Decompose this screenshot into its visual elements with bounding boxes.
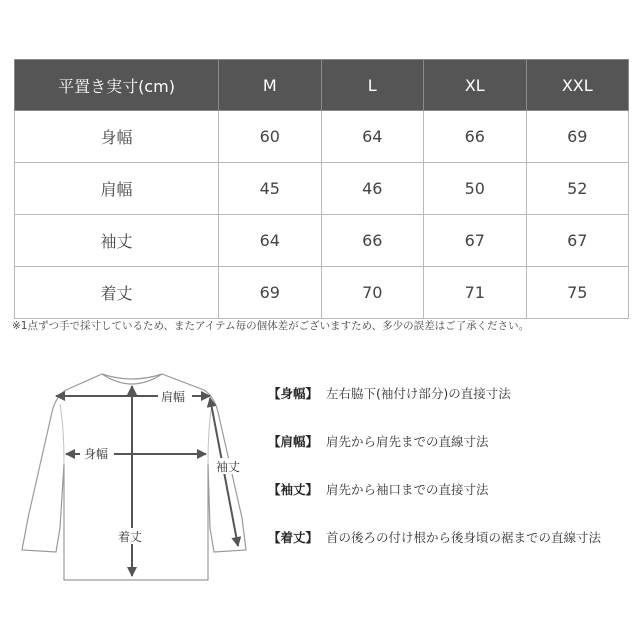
legend-item-length [268, 528, 601, 546]
legend-text: 首の後ろの付け根から後身頃の裾までの直線寸法 [326, 530, 602, 545]
measurement-note: ※1点ずつ手で採寸しているため、またアイテム毎の個体差がございますため、多少の誤差はご了承ください。 [12, 320, 530, 332]
table-cell: 60 [219, 111, 322, 163]
table-cell: 45 [219, 163, 322, 215]
table-cell: 67 [526, 215, 629, 267]
size-table [14, 59, 629, 319]
table-cell: 46 [321, 163, 424, 215]
table-cell: 50 [424, 163, 527, 215]
legend-item-body-width [268, 384, 511, 402]
legend-item-sleeve [268, 480, 489, 498]
legend-key: 【身幅】 [268, 386, 319, 401]
row-label: 肩幅 [15, 163, 219, 215]
legend-text: 左右脇下(袖付け部分)の直接寸法 [326, 386, 511, 401]
legend-item-shoulder [268, 432, 489, 450]
legend-key: 【肩幅】 [268, 434, 319, 449]
legend-key: 【着丈】 [268, 530, 319, 545]
table-cell: 64 [321, 111, 424, 163]
table-cell: 69 [526, 111, 629, 163]
legend-key: 【袖丈】 [268, 482, 319, 497]
table-cell: 52 [526, 163, 629, 215]
table-row [15, 215, 629, 267]
table-cell: 69 [219, 267, 322, 319]
label-body-width: 身幅 [84, 447, 109, 461]
legend-text: 肩先から肩先までの直線寸法 [326, 434, 489, 449]
table-header-row [15, 60, 629, 111]
table-cell: 75 [526, 267, 629, 319]
label-shoulder: 肩幅 [161, 390, 186, 404]
legend-text: 肩先から袖口までの直接寸法 [326, 482, 489, 497]
label-sleeve: 袖丈 [216, 460, 241, 474]
table-row [15, 267, 629, 319]
table-cell: 67 [424, 215, 527, 267]
shirt-outline-icon [22, 374, 246, 580]
header-cell-label: 平置き実寸(cm) [15, 60, 219, 111]
table-cell: 71 [424, 267, 527, 319]
table-cell: 66 [321, 215, 424, 267]
row-label: 着丈 [15, 267, 219, 319]
row-label: 袖丈 [15, 215, 219, 267]
table-row [15, 111, 629, 163]
header-cell-xl: XL [424, 60, 527, 111]
shirt-diagram [14, 368, 254, 590]
header-cell-xxl: XXL [526, 60, 629, 111]
table-cell: 66 [424, 111, 527, 163]
table-cell: 64 [219, 215, 322, 267]
table-row [15, 163, 629, 215]
row-label: 身幅 [15, 111, 219, 163]
table-cell: 70 [321, 267, 424, 319]
label-length: 着丈 [118, 530, 143, 544]
header-cell-l: L [321, 60, 424, 111]
header-cell-m: M [219, 60, 322, 111]
